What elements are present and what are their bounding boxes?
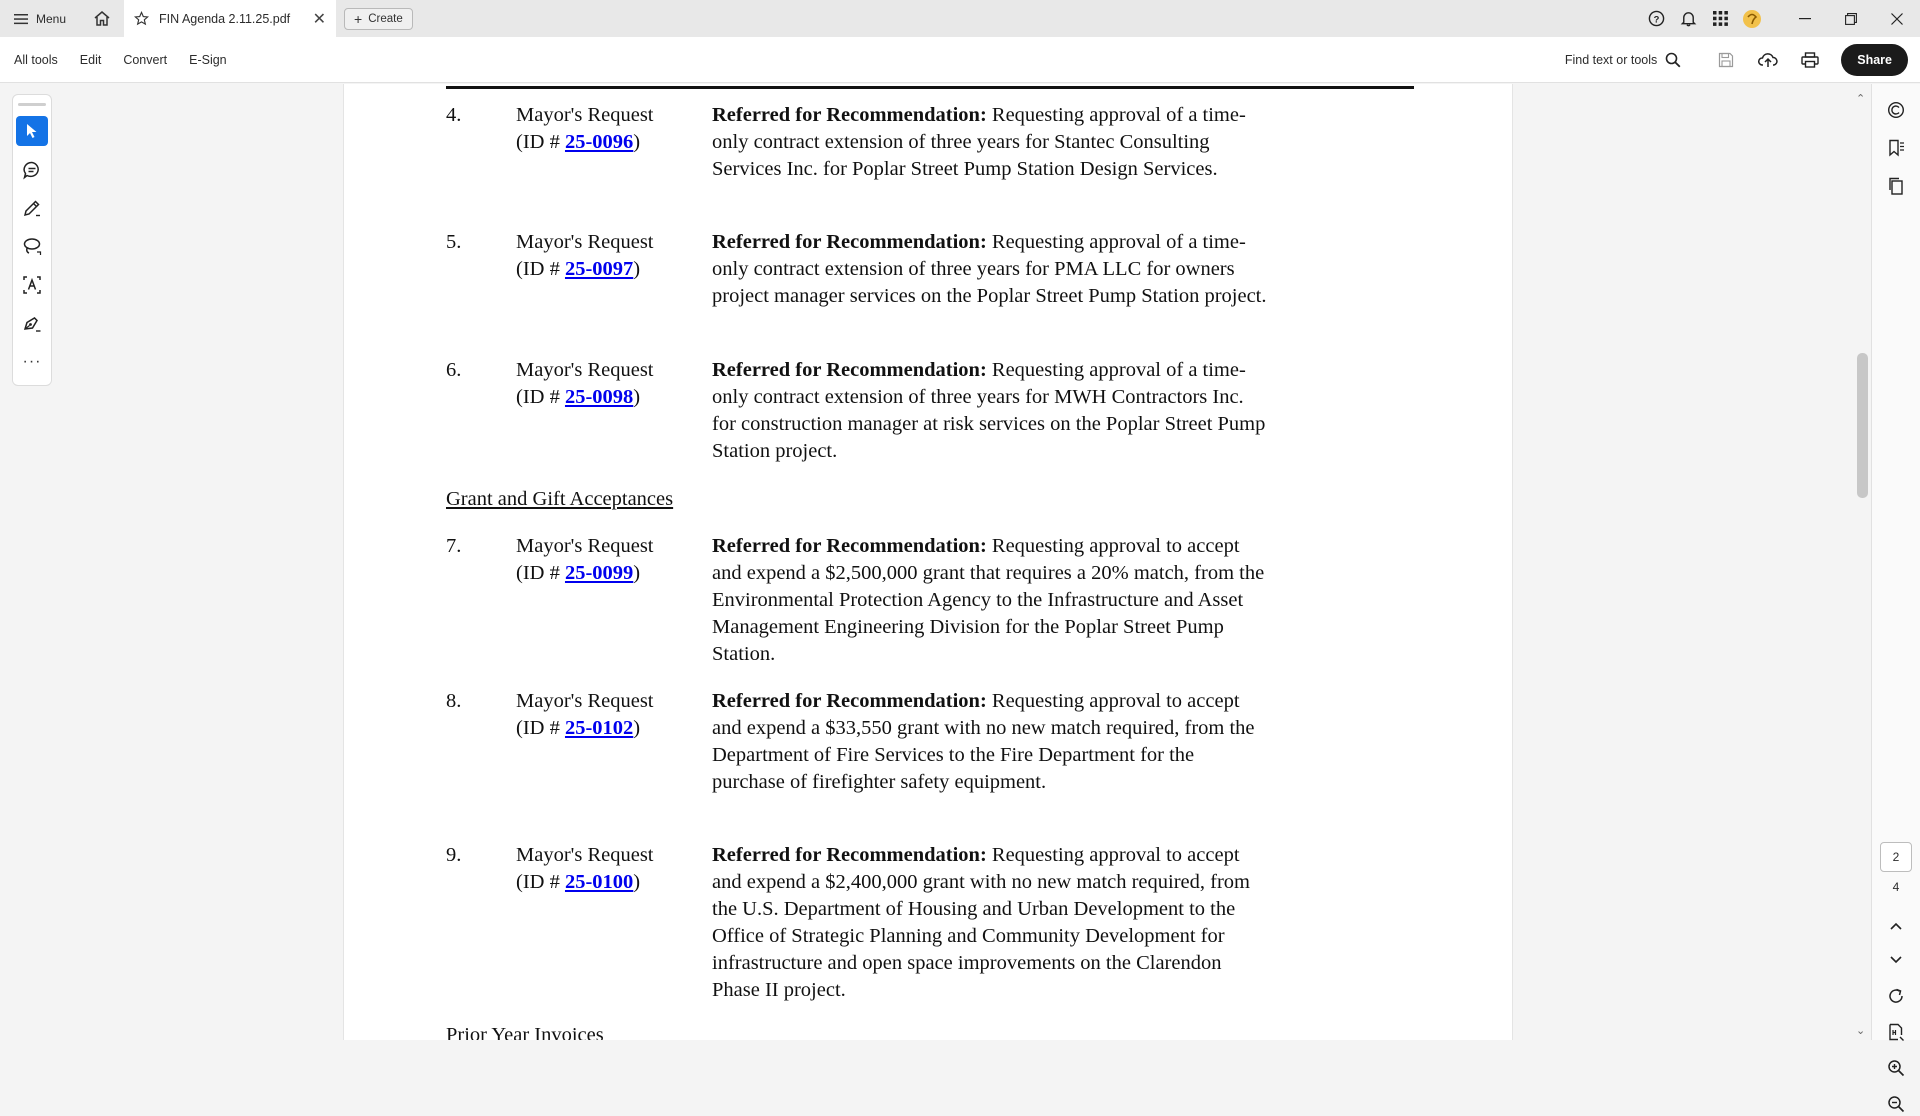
pen-sign-icon	[22, 313, 42, 333]
pdf-page	[343, 84, 1513, 1040]
item-request	[516, 688, 706, 742]
referral-lead: Referred for Recommendation:	[712, 104, 987, 126]
request-label: Mayor's Request	[516, 535, 654, 557]
lasso-icon	[22, 236, 42, 256]
current-page-input[interactable]: 2	[1880, 842, 1912, 872]
id-link[interactable]: 25-0100	[564, 871, 634, 893]
scrollbar-thumb[interactable]	[1857, 353, 1868, 498]
total-pages: 4	[1892, 880, 1900, 894]
bell-icon[interactable]	[1672, 0, 1704, 37]
esign-menu[interactable]: E-Sign	[189, 52, 227, 67]
referral-lead: Referred for Recommendation:	[712, 690, 987, 712]
id-prefix: (ID #	[516, 871, 565, 893]
cloud-upload-icon[interactable]	[1747, 37, 1789, 83]
main-toolbar	[0, 37, 1920, 83]
page-fit-icon[interactable]	[1884, 1020, 1908, 1044]
item-description	[712, 102, 1272, 183]
sign-tool-button[interactable]	[16, 308, 48, 338]
search-icon	[1665, 52, 1681, 68]
previous-page-icon[interactable]	[1884, 914, 1908, 938]
more-tools-button[interactable]	[16, 347, 48, 377]
item-description	[712, 842, 1272, 1004]
section-heading: Prior Year Invoices	[446, 1024, 604, 1040]
pages-panel-icon[interactable]	[1884, 174, 1908, 198]
id-prefix: (ID #	[516, 562, 565, 584]
close-window-icon[interactable]	[1874, 0, 1920, 37]
id-suffix: )	[633, 258, 641, 280]
item-number: 6.	[446, 359, 462, 381]
item-number: 8.	[446, 690, 462, 712]
id-suffix: )	[633, 717, 641, 739]
id-prefix: (ID #	[516, 258, 565, 280]
description-text: Requesting approval of a time-only contract extension of three years for Stantec Consulting Services Inc. for Poplar Street Pump Station Design Services.	[712, 104, 1246, 180]
find-label: Find text or tools	[1564, 53, 1658, 67]
id-suffix: )	[633, 871, 641, 893]
item-request	[516, 102, 706, 156]
id-link[interactable]: 25-0097	[564, 258, 634, 280]
id-suffix: )	[633, 386, 641, 408]
item-number: 9.	[446, 844, 462, 866]
referral-lead: Referred for Recommendation:	[712, 844, 987, 866]
request-label: Mayor's Request	[516, 359, 654, 381]
document-tab[interactable]	[124, 0, 336, 37]
avatar[interactable]	[1736, 0, 1768, 37]
bookmarks-icon[interactable]	[1884, 136, 1908, 160]
title-bar	[0, 0, 1920, 37]
text-box-tool-button[interactable]	[16, 270, 48, 300]
print-icon[interactable]	[1789, 37, 1831, 83]
referral-lead: Referred for Recommendation:	[712, 535, 987, 557]
item-number: 7.	[446, 535, 462, 557]
id-prefix: (ID #	[516, 717, 565, 739]
item-request	[516, 229, 706, 283]
zoom-out-icon[interactable]	[1884, 1092, 1908, 1116]
request-label: Mayor's Request	[516, 104, 654, 126]
star-icon[interactable]	[134, 11, 149, 26]
vertical-scrollbar[interactable]	[1855, 84, 1870, 1040]
restore-icon[interactable]	[1828, 0, 1874, 37]
request-label: Mayor's Request	[516, 231, 654, 253]
item-request	[516, 357, 706, 411]
cursor-arrow-icon	[25, 123, 39, 139]
next-page-icon[interactable]	[1884, 948, 1908, 972]
description-text: Requesting approval to accept and expend a $33,550 grant with no new match required, from the Department of Fire Services to the Fire Department for the purchase of firefighter safety equipment.	[712, 690, 1255, 793]
home-button[interactable]	[80, 0, 124, 37]
item-description	[712, 533, 1272, 668]
plus-icon: +	[354, 10, 363, 27]
comments-panel-icon[interactable]	[1884, 98, 1908, 122]
referral-lead: Referred for Recommendation:	[712, 231, 987, 253]
description-text: Requesting approval to accept and expend a $2,500,000 grant that requires a 20% match, from the Environmental Protection Agency to the Infrastructure and Asset Management Engineering Division for the Poplar Street Pump Station.	[712, 535, 1265, 665]
help-icon[interactable]	[1640, 0, 1672, 37]
create-button[interactable]	[344, 8, 413, 30]
horizontal-rule	[446, 86, 1414, 89]
rotate-icon[interactable]	[1884, 984, 1908, 1008]
item-number: 5.	[446, 231, 462, 253]
document-viewer[interactable]	[0, 84, 1870, 1040]
id-suffix: )	[633, 562, 641, 584]
right-panel-rail	[1871, 84, 1920, 1040]
zoom-in-icon[interactable]	[1884, 1056, 1908, 1080]
scroll-up-icon[interactable]: ⌃	[1856, 93, 1866, 105]
home-icon	[93, 10, 111, 27]
item-number: 4.	[446, 104, 462, 126]
scroll-down-icon[interactable]: ⌄	[1856, 1025, 1866, 1037]
ellipsis-icon: ···	[22, 352, 42, 370]
id-prefix: (ID #	[516, 131, 565, 153]
find-tools-search[interactable]	[1565, 52, 1681, 68]
request-label: Mayor's Request	[516, 844, 654, 866]
item-description	[712, 357, 1272, 465]
lasso-tool-button[interactable]	[16, 231, 48, 261]
id-link[interactable]: 25-0098	[564, 386, 634, 408]
tab-title: FIN Agenda 2.11.25.pdf	[159, 11, 291, 26]
description-text: Requesting approval of a time-only contract extension of three years for PMA LLC for owners project manager services on the Poplar Street Pump Station project.	[712, 231, 1267, 307]
create-label: Create	[368, 12, 403, 25]
section-heading: Grant and Gift Acceptances	[446, 488, 674, 510]
draw-tool-button[interactable]	[16, 193, 48, 223]
item-request	[516, 533, 706, 587]
close-tab-icon[interactable]: ✕	[312, 10, 327, 28]
apps-grid-icon[interactable]	[1704, 0, 1736, 37]
request-label: Mayor's Request	[516, 690, 654, 712]
menu-label: Menu	[36, 11, 67, 26]
hamburger-icon	[14, 13, 28, 25]
id-prefix: (ID #	[516, 386, 565, 408]
description-text: Requesting approval of a time-only contract extension of three years for MWH Contractors Inc. for construction manager at risk services on the Poplar Street Pump Station project.	[712, 359, 1266, 462]
id-link[interactable]: 25-0102	[564, 717, 634, 739]
item-description	[712, 229, 1272, 310]
convert-menu[interactable]: Convert	[123, 52, 168, 67]
description-text: Requesting approval to accept and expend a $2,400,000 grant with no new match required, from the U.S. Department of Housing and Urban Development to the Office of Strategic Planning and Community Development for infrastructure and open space improvements on the Clarendon Phase II project.	[712, 844, 1250, 1001]
rail-drag-handle[interactable]	[18, 103, 46, 106]
item-request	[516, 842, 706, 896]
select-tool-button[interactable]	[16, 116, 48, 146]
minimize-icon[interactable]	[1782, 0, 1828, 37]
tool-rail	[12, 94, 52, 386]
comment-tool-button[interactable]	[16, 154, 48, 184]
svg-text:?: ?	[1653, 14, 1659, 26]
id-link[interactable]: 25-0099	[564, 562, 634, 584]
all-tools-menu[interactable]: All tools	[14, 52, 58, 67]
id-link[interactable]: 25-0096	[564, 131, 634, 153]
id-suffix: )	[633, 131, 641, 153]
text-box-icon	[22, 275, 42, 295]
referral-lead: Referred for Recommendation:	[712, 359, 987, 381]
share-button[interactable]: Share	[1841, 44, 1908, 76]
menu-button[interactable]	[0, 0, 80, 37]
edit-menu[interactable]: Edit	[79, 52, 102, 67]
comment-icon	[22, 160, 42, 180]
item-description	[712, 688, 1272, 796]
save-icon[interactable]	[1705, 37, 1747, 83]
pencil-icon	[22, 198, 42, 218]
